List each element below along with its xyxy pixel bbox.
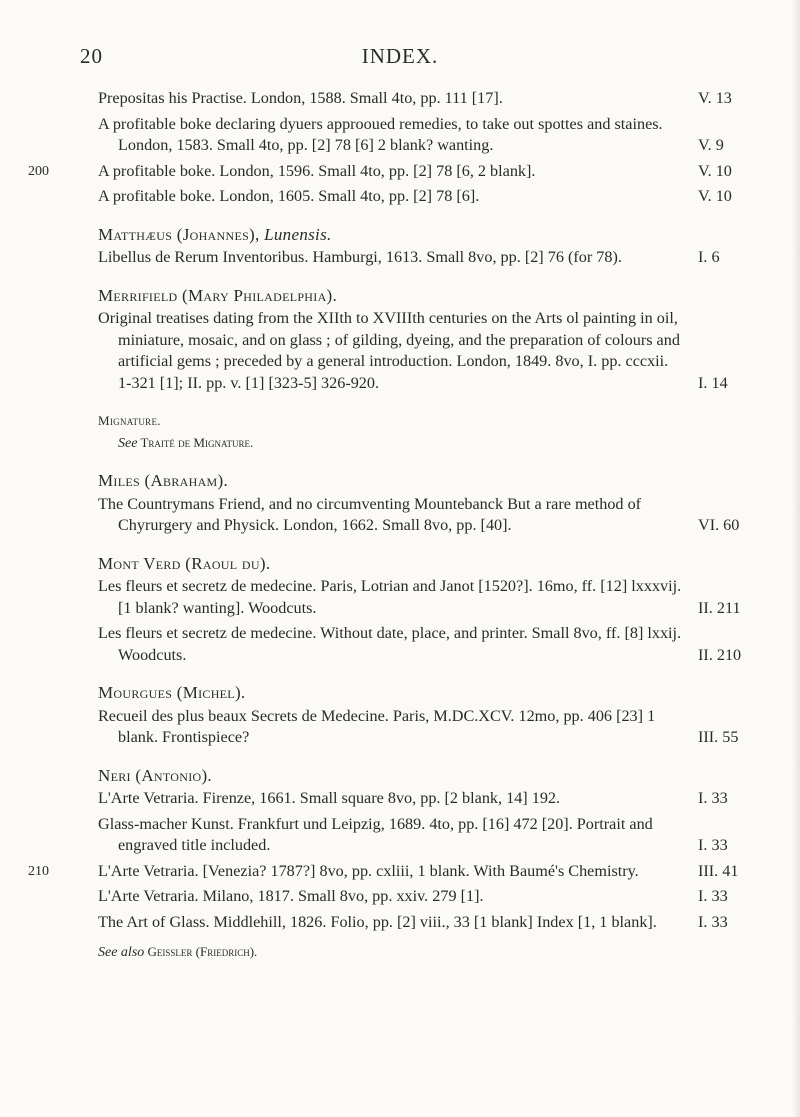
see-reference bbox=[98, 432, 768, 455]
item-text: Les fleurs et secretz de medecine. Without date, place, and printer. Small 8vo, ff. [8] lxxij. Woodcuts. bbox=[98, 624, 682, 664]
margin-number: 200 bbox=[28, 163, 49, 179]
see-also-reference bbox=[98, 941, 768, 964]
running-title: INDEX. bbox=[361, 44, 439, 68]
item-text: L'Arte Vetraria. [Venezia? 1787?] 8vo, pp. cxliii, 1 blank. With Baumé's Chemistry. bbox=[98, 861, 639, 880]
entry-matthaeus bbox=[98, 224, 768, 269]
index-item bbox=[98, 886, 768, 908]
item-ref: I. 33 bbox=[698, 789, 728, 807]
entry-mignature bbox=[98, 410, 768, 454]
see-label: See bbox=[118, 435, 138, 451]
index-item bbox=[98, 88, 768, 110]
item-ref: II. 211 bbox=[698, 598, 741, 617]
index-item bbox=[28, 161, 768, 183]
item-text: Original treatises dating from the XIIth to XVIIIth centuries on the Arts ol painting in oil, miniature, mosaic, and on glass ; of gilding, dyeing, and the preparation of colours and artificial gems ; preceded by a general introduction. London, 1849. 8vo, I. pp. cccxii. 1-321 [1]; II. pp. v. [1] [323-5] 326-920. bbox=[98, 309, 680, 392]
entry-heading bbox=[98, 224, 768, 246]
index-item bbox=[98, 623, 768, 666]
entry-heading: Neri (Antonio). bbox=[98, 765, 212, 785]
item-ref: V. 10 bbox=[698, 161, 732, 180]
margin-number: 210 bbox=[28, 863, 49, 879]
entry-merrifield bbox=[98, 285, 768, 395]
page-edge-shadow bbox=[792, 0, 800, 1117]
index-item bbox=[98, 706, 768, 749]
entry-mont-verd bbox=[98, 553, 768, 667]
item-ref: I. 33 bbox=[698, 836, 728, 854]
page-number: 20 bbox=[80, 44, 103, 68]
item-ref: II. 210 bbox=[698, 645, 742, 664]
see-target: Geissler (Friedrich). bbox=[147, 944, 258, 959]
entry-heading: Miles (Abraham). bbox=[98, 471, 229, 490]
item-text: L'Arte Vetraria. Firenze, 1661. Small square 8vo, pp. [2 blank, 14] 192. bbox=[98, 789, 561, 807]
heading-name: Matthæus (Johannes), bbox=[98, 224, 260, 244]
index-item bbox=[98, 494, 768, 537]
index-content bbox=[28, 88, 768, 980]
entry-mourgues bbox=[98, 682, 768, 749]
heading-subtitle: Lunensis. bbox=[264, 224, 332, 244]
item-ref: V. 13 bbox=[698, 89, 732, 107]
index-item bbox=[98, 247, 768, 269]
item-ref: I. 6 bbox=[698, 248, 720, 266]
entry-neri bbox=[28, 765, 768, 964]
item-ref: I. 14 bbox=[698, 373, 728, 392]
item-ref: V. 9 bbox=[698, 136, 724, 154]
item-text: A profitable boke. London, 1596. Small 4to, pp. [2] 78 [6, 2 blank]. bbox=[98, 161, 536, 180]
item-ref: V. 10 bbox=[698, 187, 732, 205]
entry-miles bbox=[98, 470, 768, 537]
item-text: The Art of Glass. Middlehill, 1826. Folio, pp. [2] viii., 33 [1 blank] Index [1, 1 blank]. bbox=[98, 912, 657, 931]
item-text: Glass-macher Kunst. Frankfurt und Leipzig, 1689. 4to, pp. [16] 472 [20]. Portrait and engraved title included. bbox=[98, 814, 653, 854]
item-text: A profitable boke declaring dyuers approoued remedies, to take out spottes and staines. London, 1583. Small 4to, pp. [2] 78 [6] 2 blank? wanting. bbox=[98, 114, 663, 154]
index-item bbox=[98, 308, 768, 394]
item-ref: III. 41 bbox=[698, 861, 739, 880]
item-text: A profitable boke. London, 1605. Small 4to, pp. [2] 78 [6]. bbox=[98, 187, 480, 205]
item-text: Les fleurs et secretz de medecine. Paris, Lotrian and Janot [1520?]. 16mo, ff. [12] lxxxvij. [1 blank? wanting]. Woodcuts. bbox=[98, 577, 682, 617]
index-item bbox=[98, 186, 768, 208]
item-ref: I. 33 bbox=[698, 912, 728, 931]
entry-heading: Mont Verd (Raoul du). bbox=[98, 553, 271, 573]
index-item bbox=[98, 912, 768, 934]
index-item bbox=[98, 788, 768, 810]
index-item bbox=[28, 861, 768, 883]
entry-heading: Merrifield (Mary Philadelphia). bbox=[98, 285, 338, 305]
item-ref: III. 55 bbox=[698, 728, 739, 746]
item-text: Recueil des plus beaux Secrets de Medecine. Paris, M.DC.XCV. 12mo, pp. 406 [23] 1 blank. Frontispiece? bbox=[98, 706, 656, 746]
item-ref: VI. 60 bbox=[698, 516, 740, 534]
entry-continuation bbox=[28, 88, 768, 208]
index-item bbox=[98, 814, 768, 857]
index-item bbox=[98, 576, 768, 619]
see-target: Traité de Mignature. bbox=[140, 434, 254, 450]
item-text: Prepositas his Practise. London, 1588. Small 4to, pp. 111 [17]. bbox=[98, 89, 503, 107]
entry-heading: Mignature. bbox=[98, 413, 161, 428]
item-text: L'Arte Vetraria. Milano, 1817. Small 8vo, pp. xxiv. 279 [1]. bbox=[98, 887, 484, 905]
item-ref: I. 33 bbox=[698, 887, 728, 905]
see-label: See also bbox=[98, 945, 145, 960]
entry-heading: Mourgues (Michel). bbox=[98, 683, 246, 702]
page-header bbox=[0, 44, 800, 72]
item-text: Libellus de Rerum Inventoribus. Hamburgi, 1613. Small 8vo, pp. [2] 76 (for 78). bbox=[98, 248, 622, 266]
item-text: The Countrymans Friend, and no circumventing Mountebanck But a rare method of Chyrurgery and Physick. London, 1662. Small 8vo, pp. [40]. bbox=[98, 494, 642, 534]
index-item bbox=[98, 114, 768, 157]
